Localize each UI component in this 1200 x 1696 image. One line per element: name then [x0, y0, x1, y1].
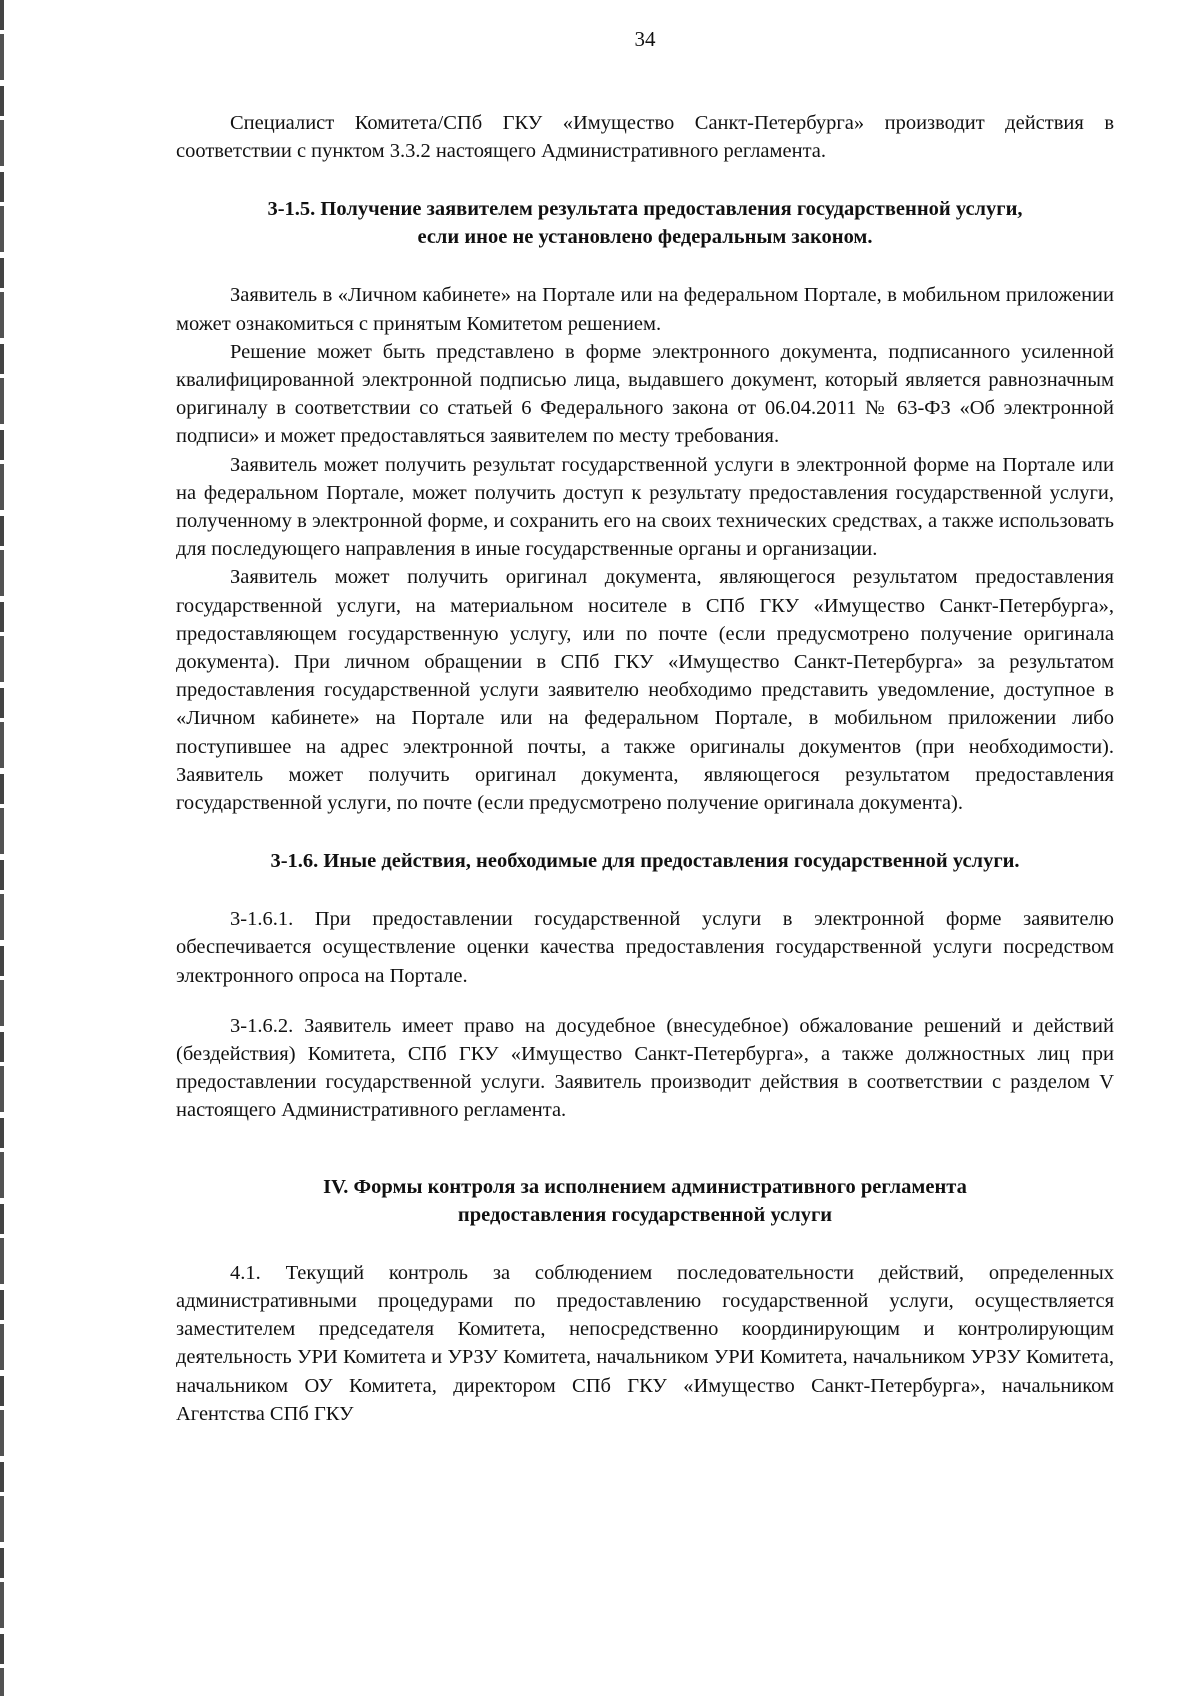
- paragraph-personal-cabinet: Заявитель в «Личном кабинете» на Портале или на федеральном Портале, в мобильном приложении может ознакомиться с принятым Комитетом решением.: [176, 284, 1114, 335]
- paragraph-4-1: 4.1. Текущий контроль за соблюдением последовательности действий, определенных административными процедурами по предоставлению государственной услуги, осуществляется заместителем председателя Комитета, непосредственно координирующим и контролирующим деятельность УРИ Комитета и УРЗУ Комитета, начальником УРИ Комитета, начальником УРЗУ Комитета, начальником ОУ Комитета, директором СПб ГКУ «Имущество Санкт-Петербурга», начальником Агентства СПб ГКУ: [176, 1261, 1114, 1425]
- scan-edge-artifact: [0, 0, 4, 1696]
- paragraph-3-1-6-2: 3-1.6.2. Заявитель имеет право на досудебное (внесудебное) обжалование решений и действий (бездействия) Комитета, СПб ГКУ «Имущество Санкт-Петербурга», а также должностных лиц при предоставлении государственной услуги. Заявитель производит действия в соответствии с разделом V настоящего Административного регламента.: [176, 1014, 1114, 1122]
- section-heading-3-1-6: 3-1.6. Иные действия, необходимые для предоставления государственной услуги.: [270, 850, 1020, 873]
- paragraph-specialist-actions: Специалист Комитета/СПб ГКУ «Имущество Санкт-Петербурга» производит действия в соответствии с пунктом 3.3.2 настоящего Административного регламента.: [176, 112, 1114, 163]
- paragraph-electronic-document: Решение может быть представлено в форме электронного документа, подписанного усиленной квалифицированной электронной подписью лица, выдавшего документ, который является равнозначным оригиналу в соответствии со статьей 6 Федерального закона от 06.04.2011 № 63-ФЗ «Об электронной подписи» и может предоставляться заявителем по месту требования.: [176, 340, 1114, 448]
- paragraph-original-document: Заявитель может получить оригинал документа, являющегося результатом предоставления государственной услуги, на материальном носителе в СПб ГКУ «Имущество Санкт-Петербурга», предоставляющем государственную услугу, или по почте (если предусмотрено получение оригинала документа). При личном обращении в СПб ГКУ «Имущество Санкт-Петербурга» за результатом предоставления государственной услуги заявителю необходимо представить уведомление, доступное в «Личном кабинете» на Портале или на федеральном Портале, в мобильном приложении либо поступившее на адрес электронной почты, а также оригиналы документов (при необходимости). Заявитель может получить оригинал документа, являющегося результатом предоставления государственной услуги, по почте (если предусмотрено получение оригинала документа).: [176, 566, 1114, 815]
- paragraph-3-1-6-1: 3-1.6.1. При предоставлении государственной услуги в электронной форме заявителю обеспечивается осуществление оценки качества предоставления государственной услуги посредством электронного опроса на Портале.: [176, 908, 1114, 987]
- document-page: [176, 0, 1114, 1428]
- page-number: 34: [634, 27, 656, 51]
- section-heading-3-1-5: 3-1.5. Получение заявителем результата предоставления государственной услуги, если иное не установлено федеральным законом.: [267, 198, 1023, 249]
- paragraph-electronic-result: Заявитель может получить результат государственной услуги в электронной форме на Портале или на федеральном Портале, может получить доступ к результату предоставления государственной услуги, полученному в электронной форме, и сохранить его на своих технических средствах, а также использовать для последующего направления в иные государственные органы и организации.: [176, 453, 1114, 561]
- section-heading-iv: IV. Формы контроля за исполнением административного регламента предоставления государственной услуги: [323, 1175, 967, 1226]
